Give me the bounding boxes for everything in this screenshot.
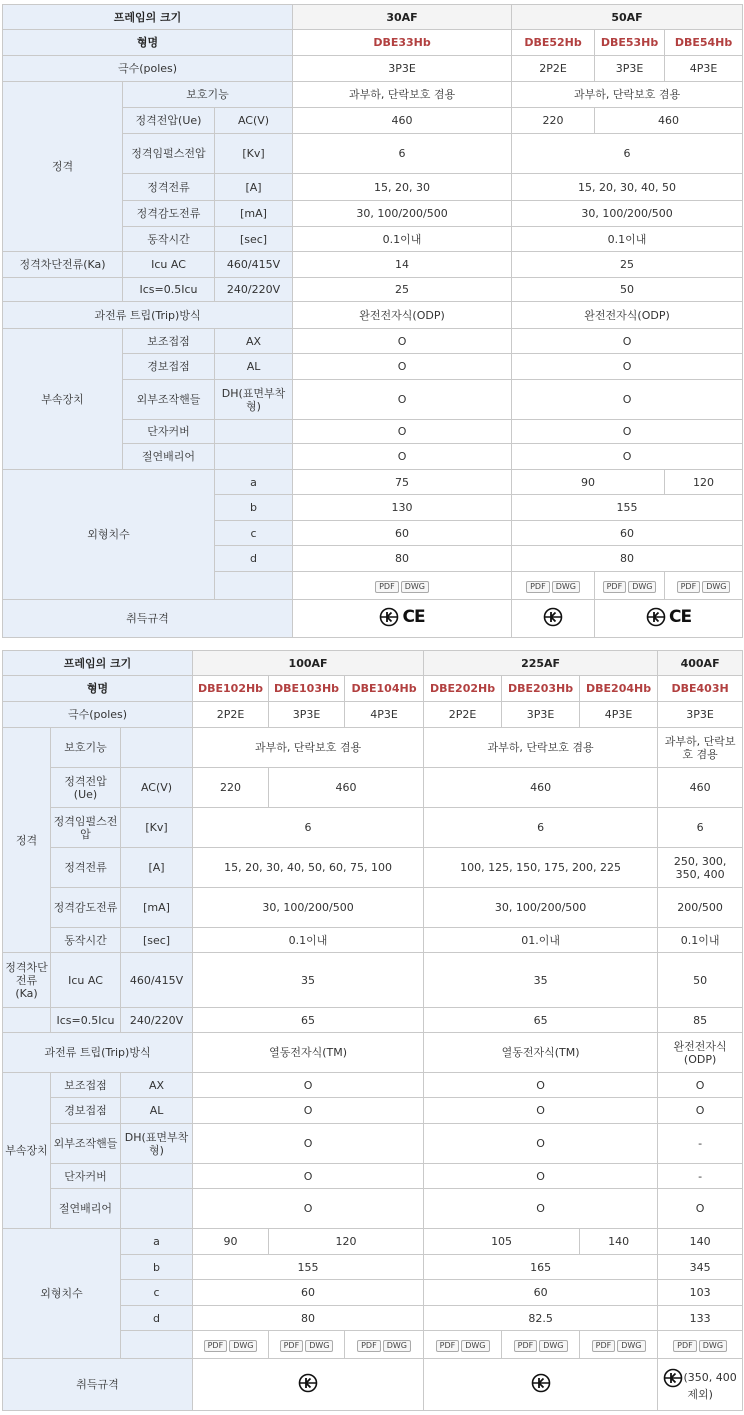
dim-c-label: c	[215, 521, 293, 546]
download-cell	[580, 1331, 658, 1359]
model-dbe102hb: DBE102Hb	[193, 676, 269, 702]
dim-d-value: 80	[193, 1306, 424, 1331]
ce-mark: CE	[402, 606, 425, 627]
al-value: O	[658, 1098, 743, 1124]
optime-label: 동작시간	[123, 227, 215, 252]
cert-note: (350, 400제외)	[683, 1371, 737, 1401]
trip-value: 열동전자식(TM)	[424, 1033, 658, 1073]
ics-value: 65	[424, 1008, 658, 1033]
sens-value: 200/500	[658, 888, 743, 928]
dh-value: -	[658, 1124, 743, 1164]
impulse-unit: [Kv]	[215, 134, 293, 174]
optime-value: 01.이내	[424, 928, 658, 953]
dwg-download-button[interactable]: DWG	[628, 581, 656, 593]
model-label: 형명	[3, 30, 293, 56]
cover-label: 단자커버	[123, 420, 215, 444]
al-value: O	[512, 354, 743, 380]
current-unit: [A]	[121, 848, 193, 888]
al-unit: AL	[121, 1098, 193, 1124]
download-cell	[658, 1331, 743, 1359]
ax-label: 보조접점	[51, 1073, 121, 1098]
dim-a-value: 120	[665, 470, 743, 495]
current-value: 100, 125, 150, 175, 200, 225	[424, 848, 658, 888]
ics-blank	[3, 278, 123, 302]
dim-a-label: a	[121, 1229, 193, 1255]
dim-d-value: 133	[658, 1306, 743, 1331]
impulse-value: 6	[193, 808, 424, 848]
barrier-value: O	[512, 444, 743, 470]
model-dbe104hb: DBE104Hb	[345, 676, 424, 702]
dh-unit: DH(표면부착형)	[121, 1124, 193, 1164]
sens-value: 30, 100/200/500	[512, 201, 743, 227]
spec-table-100af-225af-400af	[2, 650, 743, 1411]
icu-unit: 460/415V	[215, 252, 293, 278]
current-value: 250, 300, 350, 400	[658, 848, 743, 888]
ax-unit: AX	[215, 329, 293, 354]
barrier-unit	[121, 1189, 193, 1229]
cert-label: 취득규격	[3, 1359, 193, 1411]
dim-d-label: d	[121, 1306, 193, 1331]
dim-b-value: 155	[193, 1255, 424, 1280]
poles-value: 2P2E	[424, 702, 502, 728]
download-cell	[665, 572, 743, 600]
cover-label: 단자커버	[51, 1164, 121, 1189]
cover-value: O	[424, 1164, 658, 1189]
icu-value: 50	[658, 953, 743, 1008]
sens-value: 30, 100/200/500	[424, 888, 658, 928]
icu-value: 35	[193, 953, 424, 1008]
dim-a-value: 90	[193, 1229, 269, 1255]
cert-value	[658, 1359, 743, 1411]
ax-value: O	[424, 1073, 658, 1098]
ks-mark-icon	[543, 607, 563, 627]
voltage-unit: AC(V)	[215, 108, 293, 134]
ics-value: 25	[293, 278, 512, 302]
dimension-label: 외형치수	[3, 1229, 121, 1359]
pdf-download-button[interactable]: PDF	[603, 581, 627, 593]
cert-value	[595, 600, 743, 638]
protection-label: 보호기능	[123, 82, 293, 108]
dim-d-value: 82.5	[424, 1306, 658, 1331]
dh-value: O	[512, 380, 743, 420]
cover-value: O	[193, 1164, 424, 1189]
pdf-download-button[interactable]: PDF	[592, 1340, 616, 1352]
barrier-value: O	[658, 1189, 743, 1229]
protection-unit	[121, 728, 193, 768]
frame-size-label: 프레임의 크기	[3, 651, 193, 676]
voltage-value: 460	[269, 768, 424, 808]
ks-mark-icon	[663, 1368, 683, 1388]
dwg-download-button[interactable]: DWG	[401, 581, 429, 593]
sens-value: 30, 100/200/500	[293, 201, 512, 227]
impulse-label: 정격임펄스전압	[51, 808, 121, 848]
model-dbe403h: DBE403H	[658, 676, 743, 702]
dim-d-value: 80	[293, 546, 512, 572]
dwg-download-button[interactable]: DWG	[552, 581, 580, 593]
af-50: 50AF	[512, 5, 743, 30]
dim-a-value: 90	[512, 470, 665, 495]
ax-value: O	[193, 1073, 424, 1098]
al-value: O	[424, 1098, 658, 1124]
dh-value: O	[193, 1124, 424, 1164]
sens-label: 정격감도전류	[51, 888, 121, 928]
ce-mark: CE	[668, 606, 692, 627]
current-label: 정격전류	[123, 174, 215, 201]
dwg-download-button[interactable]: DWG	[461, 1340, 489, 1352]
dim-a-value: 105	[424, 1229, 580, 1255]
protection-value: 과부하, 단락보호 겸용	[293, 82, 512, 108]
dwg-download-button[interactable]: DWG	[305, 1340, 333, 1352]
dwg-download-button[interactable]: DWG	[383, 1340, 411, 1352]
model-label: 형명	[3, 676, 193, 702]
dim-d-label: d	[215, 546, 293, 572]
impulse-value: 6	[424, 808, 658, 848]
af-100: 100AF	[193, 651, 424, 676]
ics-label: Ics=0.5Icu	[51, 1008, 121, 1033]
icu-unit: 460/415V	[121, 953, 193, 1008]
protection-label: 보호기능	[51, 728, 121, 768]
dim-a-label: a	[215, 470, 293, 495]
trip-value: 완전전자식(ODP)	[293, 302, 512, 329]
voltage-label: 정격전압(Ue)	[123, 108, 215, 134]
dim-a-value: 120	[269, 1229, 424, 1255]
icu-value: 35	[424, 953, 658, 1008]
af-30: 30AF	[293, 5, 512, 30]
dim-c-value: 60	[424, 1280, 658, 1306]
cert-value	[193, 1359, 424, 1411]
model-dbe53hb: DBE53Hb	[595, 30, 665, 56]
protection-value: 과부하, 단락보호 겸용	[193, 728, 424, 768]
download-cell	[293, 572, 512, 600]
sens-unit: [mA]	[215, 201, 293, 227]
dim-b-value: 155	[512, 495, 743, 521]
dim-c-value: 103	[658, 1280, 743, 1306]
poles-label: 극수(poles)	[3, 56, 293, 82]
trip-value: 열동전자식(TM)	[193, 1033, 424, 1073]
current-value: 15, 20, 30, 40, 50	[512, 174, 743, 201]
poles-value: 3P3E	[502, 702, 580, 728]
barrier-unit	[215, 444, 293, 470]
pdf-download-button[interactable]: PDF	[677, 581, 701, 593]
sens-unit: [mA]	[121, 888, 193, 928]
dh-value: O	[293, 380, 512, 420]
accessory-label: 부속장치	[3, 1073, 51, 1229]
pdf-download-button[interactable]: PDF	[673, 1340, 697, 1352]
ks-mark-icon	[298, 1373, 318, 1393]
trip-value: 완전전자식(ODP)	[512, 302, 743, 329]
dim-b-label: b	[121, 1255, 193, 1280]
dh-unit: DH(표면부착형)	[215, 380, 293, 420]
download-cell	[345, 1331, 424, 1359]
ics-unit: 240/220V	[121, 1008, 193, 1033]
rating-label: 정격	[3, 82, 123, 252]
barrier-value: O	[293, 444, 512, 470]
voltage-value: 220	[512, 108, 595, 134]
poles-value: 4P3E	[665, 56, 743, 82]
pdf-download-button[interactable]: PDF	[436, 1340, 460, 1352]
protection-value: 과부하, 단락보호 겸용	[512, 82, 743, 108]
cert-label: 취득규격	[3, 600, 293, 638]
impulse-value: 6	[512, 134, 743, 174]
model-dbe52hb: DBE52Hb	[512, 30, 595, 56]
dwg-download-button[interactable]: DWG	[229, 1340, 257, 1352]
sens-label: 정격감도전류	[123, 201, 215, 227]
ax-value: O	[658, 1073, 743, 1098]
dim-c-value: 60	[193, 1280, 424, 1306]
frame-size-label: 프레임의 크기	[3, 5, 293, 30]
dim-d-value: 80	[512, 546, 743, 572]
ics-unit: 240/220V	[215, 278, 293, 302]
pdf-download-button[interactable]: PDF	[514, 1340, 538, 1352]
optime-value: 0.1이내	[193, 928, 424, 953]
rating-label: 정격	[3, 728, 51, 953]
barrier-value: O	[193, 1189, 424, 1229]
model-dbe33hb: DBE33Hb	[293, 30, 512, 56]
barrier-value: O	[424, 1189, 658, 1229]
cover-unit	[215, 420, 293, 444]
trip-label: 과전류 트립(Trip)방식	[3, 1033, 193, 1073]
dh-label: 외부조작핸들	[123, 380, 215, 420]
impulse-unit: [Kv]	[121, 808, 193, 848]
dim-b-value: 130	[293, 495, 512, 521]
poles-value: 3P3E	[658, 702, 743, 728]
pdf-download-button[interactable]: PDF	[526, 581, 550, 593]
voltage-label: 정격전압(Ue)	[51, 768, 121, 808]
ax-value: O	[293, 329, 512, 354]
impulse-label: 정격임펄스전압	[123, 134, 215, 174]
al-value: O	[193, 1098, 424, 1124]
dh-label: 외부조작핸들	[51, 1124, 121, 1164]
protection-value: 과부하, 단락보호 겸용	[424, 728, 658, 768]
ax-value: O	[512, 329, 743, 354]
download-cell	[512, 572, 595, 600]
cert-value	[424, 1359, 658, 1411]
dim-b-value: 165	[424, 1255, 658, 1280]
icu-label: Icu AC	[123, 252, 215, 278]
ics-label: Ics=0.5Icu	[123, 278, 215, 302]
poles-value: 4P3E	[580, 702, 658, 728]
dim-b-value: 345	[658, 1255, 743, 1280]
optime-value: 0.1이내	[512, 227, 743, 252]
poles-value: 4P3E	[345, 702, 424, 728]
dwg-download-button[interactable]: DWG	[699, 1340, 727, 1352]
al-unit: AL	[215, 354, 293, 380]
cert-value	[293, 600, 512, 638]
trip-label: 과전류 트립(Trip)방식	[3, 302, 293, 329]
dim-a-value: 140	[580, 1229, 658, 1255]
optime-unit: [sec]	[215, 227, 293, 252]
voltage-value: 460	[658, 768, 743, 808]
ics-value: 85	[658, 1008, 743, 1033]
cover-unit	[121, 1164, 193, 1189]
af-225: 225AF	[424, 651, 658, 676]
ks-mark-icon	[379, 607, 399, 627]
dim-c-label: c	[121, 1280, 193, 1306]
dim-a-value: 75	[293, 470, 512, 495]
dim-a-value: 140	[658, 1229, 743, 1255]
barrier-label: 절연배리어	[51, 1189, 121, 1229]
breaking-label: 정격차단전류(Ka)	[3, 252, 123, 278]
protection-value: 과부하, 단락보호 겸용	[658, 728, 743, 768]
model-dbe54hb: DBE54Hb	[665, 30, 743, 56]
trip-value: 완전전자식(ODP)	[658, 1033, 743, 1073]
cover-value: O	[293, 420, 512, 444]
voltage-unit: AC(V)	[121, 768, 193, 808]
ics-blank	[3, 1008, 51, 1033]
dim-c-value: 60	[512, 521, 743, 546]
download-cell	[193, 1331, 269, 1359]
model-dbe202hb: DBE202Hb	[424, 676, 502, 702]
poles-value: 3P3E	[595, 56, 665, 82]
cover-value: -	[658, 1164, 743, 1189]
current-value: 15, 20, 30	[293, 174, 512, 201]
accessory-label: 부속장치	[3, 329, 123, 470]
icu-value: 25	[512, 252, 743, 278]
dwg-download-button[interactable]: DWG	[617, 1340, 645, 1352]
af-400: 400AF	[658, 651, 743, 676]
current-value: 15, 20, 30, 40, 50, 60, 75, 100	[193, 848, 424, 888]
barrier-label: 절연배리어	[123, 444, 215, 470]
download-cell	[424, 1331, 502, 1359]
poles-label: 극수(poles)	[3, 702, 193, 728]
model-dbe204hb: DBE204Hb	[580, 676, 658, 702]
ax-label: 보조접점	[123, 329, 215, 354]
pdf-download-button[interactable]: PDF	[357, 1340, 381, 1352]
optime-value: 0.1이내	[658, 928, 743, 953]
impulse-value: 6	[293, 134, 512, 174]
poles-value: 3P3E	[269, 702, 345, 728]
current-unit: [A]	[215, 174, 293, 201]
dimension-label: 외형치수	[3, 470, 215, 600]
al-label: 경보접점	[51, 1098, 121, 1124]
download-label-blank	[121, 1331, 193, 1359]
breaking-label: 정격차단전류(Ka)	[3, 953, 51, 1008]
download-cell	[502, 1331, 580, 1359]
impulse-value: 6	[658, 808, 743, 848]
model-dbe103hb: DBE103Hb	[269, 676, 345, 702]
voltage-value: 460	[424, 768, 658, 808]
al-value: O	[293, 354, 512, 380]
dim-c-value: 60	[293, 521, 512, 546]
ax-unit: AX	[121, 1073, 193, 1098]
ics-value: 65	[193, 1008, 424, 1033]
cover-value: O	[512, 420, 743, 444]
sens-value: 30, 100/200/500	[193, 888, 424, 928]
pdf-download-button[interactable]: PDF	[280, 1340, 304, 1352]
model-dbe203hb: DBE203Hb	[502, 676, 580, 702]
download-cell	[269, 1331, 345, 1359]
optime-value: 0.1이내	[293, 227, 512, 252]
spec-table-30af-50af	[2, 4, 743, 638]
dwg-download-button[interactable]: DWG	[539, 1340, 567, 1352]
dim-b-label: b	[215, 495, 293, 521]
voltage-value: 460	[595, 108, 743, 134]
dh-value: O	[424, 1124, 658, 1164]
icu-label: Icu AC	[51, 953, 121, 1008]
al-label: 경보접점	[123, 354, 215, 380]
download-label-blank	[215, 572, 293, 600]
current-label: 정격전류	[51, 848, 121, 888]
voltage-value: 460	[293, 108, 512, 134]
poles-value: 3P3E	[293, 56, 512, 82]
pdf-download-button[interactable]: PDF	[204, 1340, 228, 1352]
voltage-value: 220	[193, 768, 269, 808]
poles-value: 2P2E	[512, 56, 595, 82]
optime-unit: [sec]	[121, 928, 193, 953]
ks-mark-icon	[531, 1373, 551, 1393]
pdf-download-button[interactable]: PDF	[375, 581, 399, 593]
icu-value: 14	[293, 252, 512, 278]
ks-mark-icon	[646, 607, 666, 627]
optime-label: 동작시간	[51, 928, 121, 953]
download-cell	[595, 572, 665, 600]
ics-value: 50	[512, 278, 743, 302]
dwg-download-button[interactable]: DWG	[702, 581, 730, 593]
poles-value: 2P2E	[193, 702, 269, 728]
cert-value	[512, 600, 595, 638]
